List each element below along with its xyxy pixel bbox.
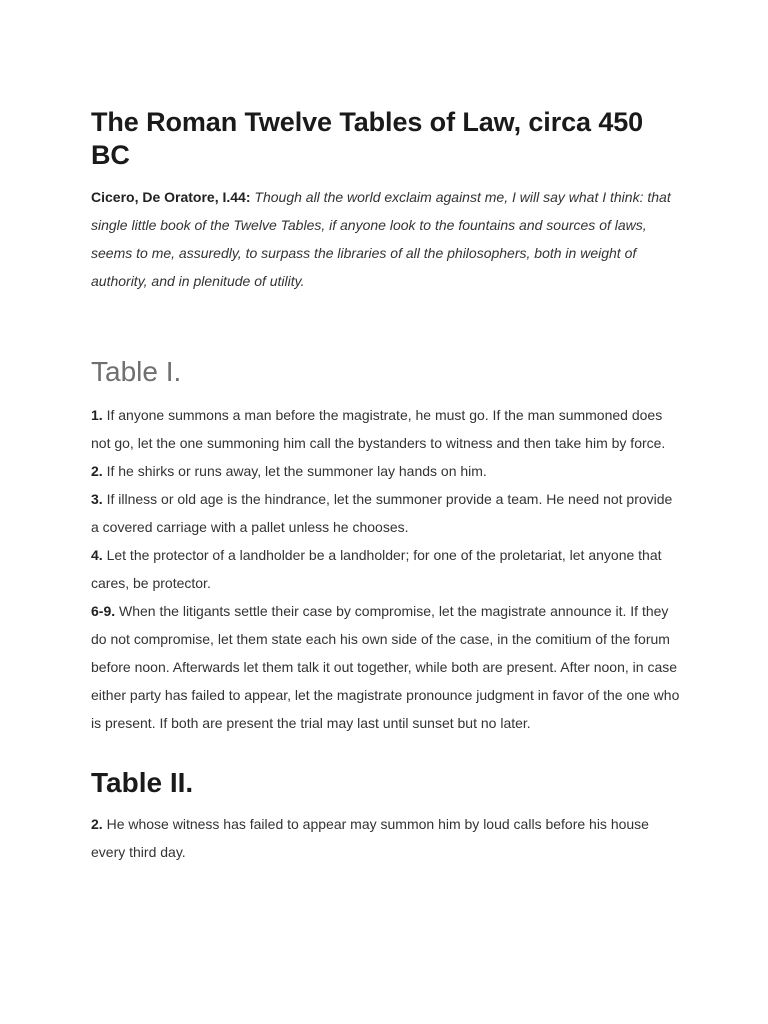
law-text: Let the protector of a landholder be a landholder; for one of the proletariat, let anyone that cares, be protector. <box>91 547 662 591</box>
law-text: If anyone summons a man before the magistrate, he must go. If the man summoned does not go, let the one summoning him call the bystanders to witness and then take him by force. <box>91 407 666 451</box>
document-title: The Roman Twelve Tables of Law, circa 450 BC <box>91 107 644 170</box>
law-text: He whose witness has failed to appear may summon him by loud calls before his house every third day. <box>91 816 649 860</box>
section-heading-table-1: Table I. <box>91 356 182 387</box>
law-number: 2. <box>91 463 103 479</box>
law-text: If he shirks or runs away, let the summoner lay hands on him. <box>106 463 487 479</box>
law-number: 1. <box>91 407 103 423</box>
law-item <box>91 810 683 866</box>
law-number: 3. <box>91 491 103 507</box>
law-item <box>91 401 683 457</box>
law-text: If illness or old age is the hindrance, let the summoner provide a team. He need not provide a covered carriage with a pallet unless he chooses. <box>91 491 673 535</box>
epigraph-source: Cicero, De Oratore, I.44: <box>91 189 251 205</box>
law-item <box>91 485 683 541</box>
law-item <box>91 457 683 485</box>
document-page <box>91 106 683 866</box>
epigraph <box>91 183 683 295</box>
law-text: When the litigants settle their case by compromise, let the magistrate announce it. If they do not compromise, let them state each his own side of the case, in the comitium of the forum before noon. Afterwards let them talk it out together, while both are present. After noon, in case either party has failed to appear, let the magistrate pronounce judgment in favor of the one who is present. If both are present the trial may last until sunset but no later. <box>91 603 680 731</box>
epigraph-text: Though all the world exclaim against me, I will say what I think: that single little book of the Twelve Tables, if anyone look to the fountains and sources of laws, seems to me, assuredly, to surpass the libraries of all the philosophers, both in weight of authority, and in plenitude of utility. <box>91 189 671 289</box>
law-number: 4. <box>91 547 103 563</box>
section-heading-table-2: Table II. <box>91 767 194 798</box>
law-number: 6-9. <box>91 603 116 619</box>
law-item <box>91 597 683 737</box>
law-item <box>91 541 683 597</box>
law-number: 2. <box>91 816 103 832</box>
